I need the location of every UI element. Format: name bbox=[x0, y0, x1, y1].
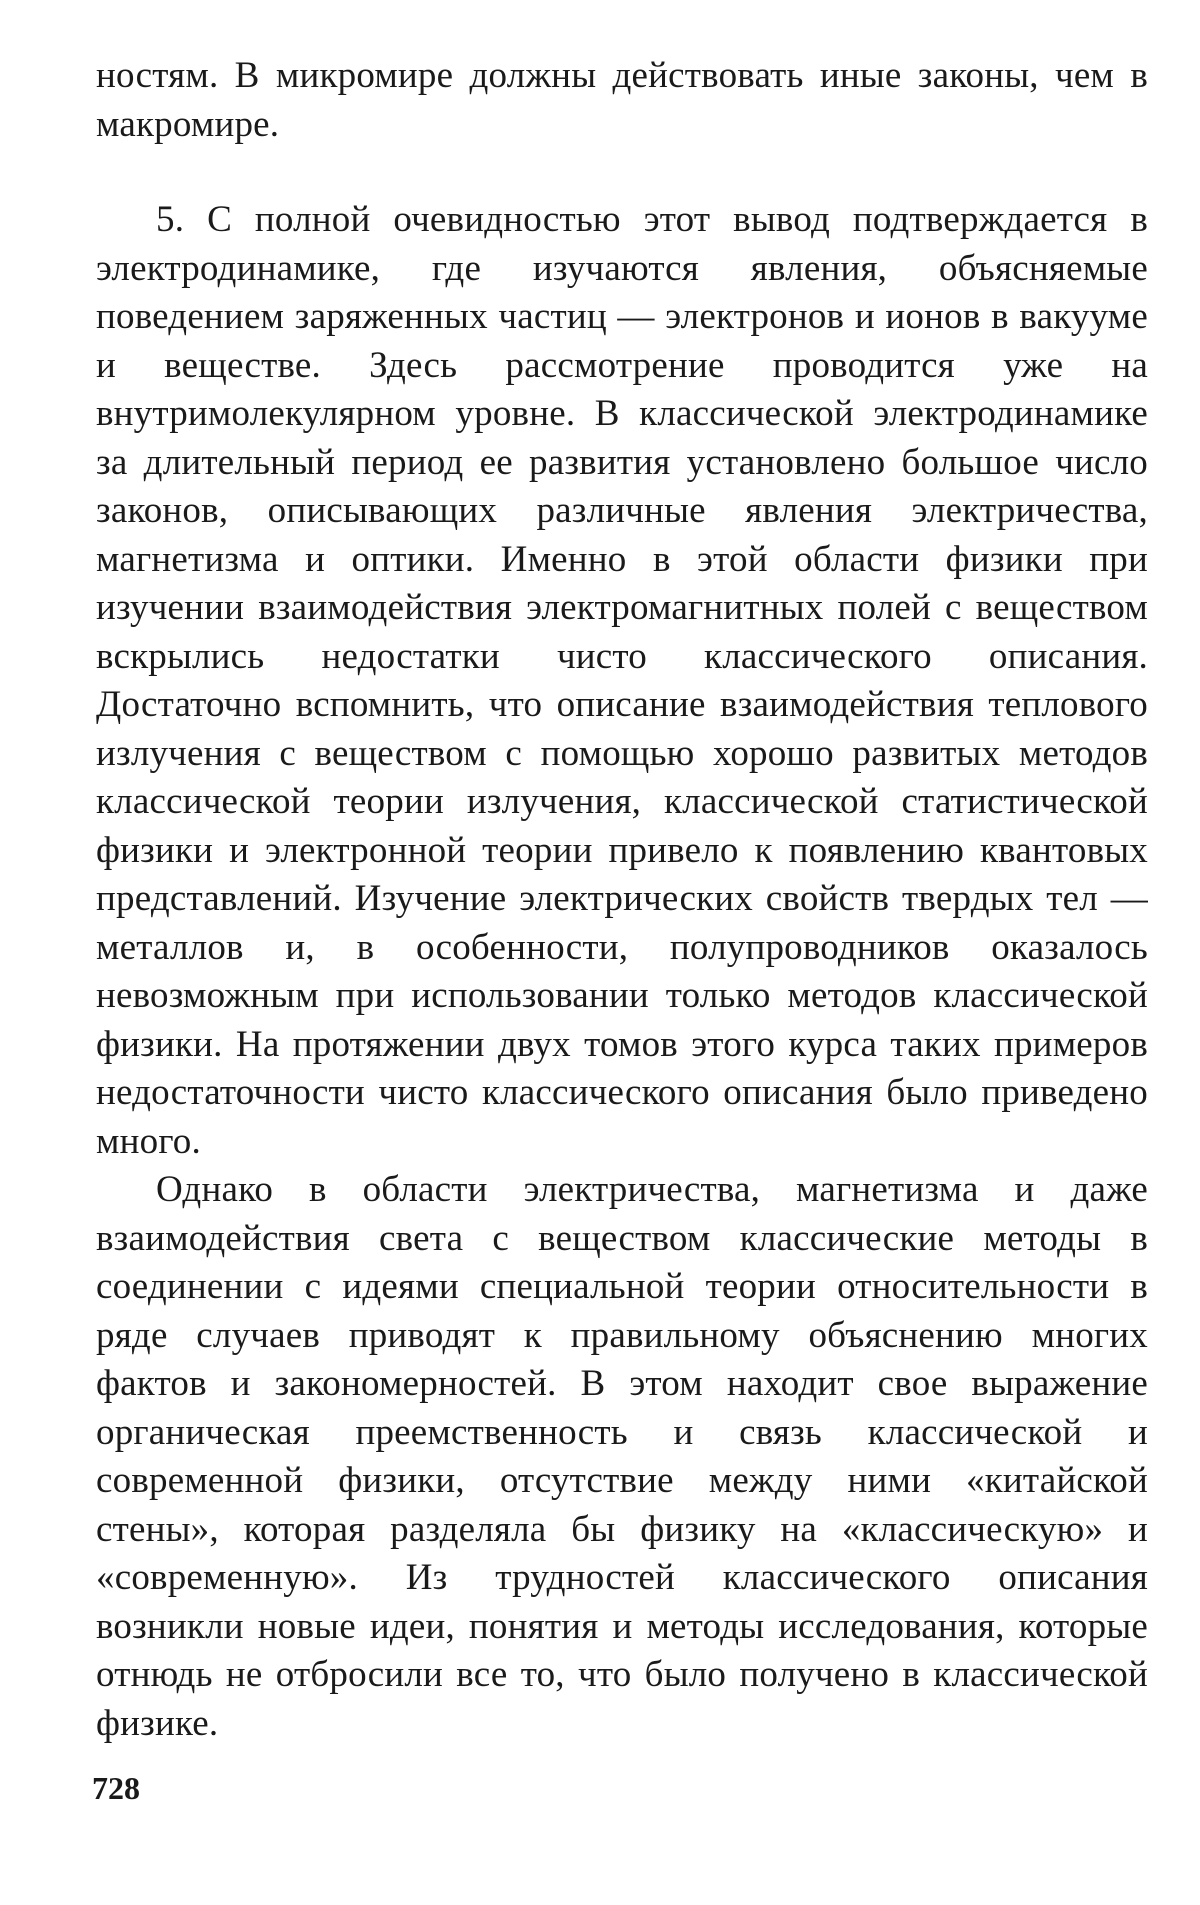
paragraph-classical-continuity: Однако в области электричества, магнетизма и даже взаимодействия света с веществом классические методы в соединении с идеями специальной теории относительности в ряде случаев приводят к правильному объяснению многих фактов и закономерностей. В этом находит свое выражение органическая преемственность и связь классической и современной физики, отсутствие между ними «китайской стены», которая разделяла бы физику на «классическую» и «современную». Из трудностей классического описания возникли новые идеи, понятия и методы исследования, которые отнюдь не отбросили все то, что было получено в классической физике. bbox=[96, 1169, 1148, 1744]
paragraph-continuation: ностям. В микромире должны действовать иные законы, чем в макромире. bbox=[96, 55, 1148, 145]
text-column bbox=[96, 52, 1148, 1748]
page-number: 728 bbox=[92, 1770, 140, 1806]
paragraph-point-5: 5. С полной очевидностью этот вывод подтверждается в электродинамике, где изучаются явления, объясняемые поведением заряженных частиц — электронов и ионов в вакууме и веществе. Здесь рассмотрение проводится уже на внутримолекулярном уровне. В классической электродинамике за длительный период ее развития установлено большое число законов, описывающих различные явления электричества, магнетизма и оптики. Именно в этой области физики при изучении взаимодействия электромагнитных полей с веществом вскрылись недостатки чисто классического описания. Достаточно вспомнить, что описание взаимодействия теплового излучения с веществом с помощью хорошо развитых методов классической теории излучения, классической статистической физики и электронной теории привело к появлению квантовых представлений. Изучение электрических свойств твердых тел — металлов и, в особенности, полупроводников оказалось невозможным при использовании только методов классической физики. На протяжении двух томов этого курса таких примеров недостаточности чисто классического описания было приведено много. bbox=[96, 199, 1148, 1162]
